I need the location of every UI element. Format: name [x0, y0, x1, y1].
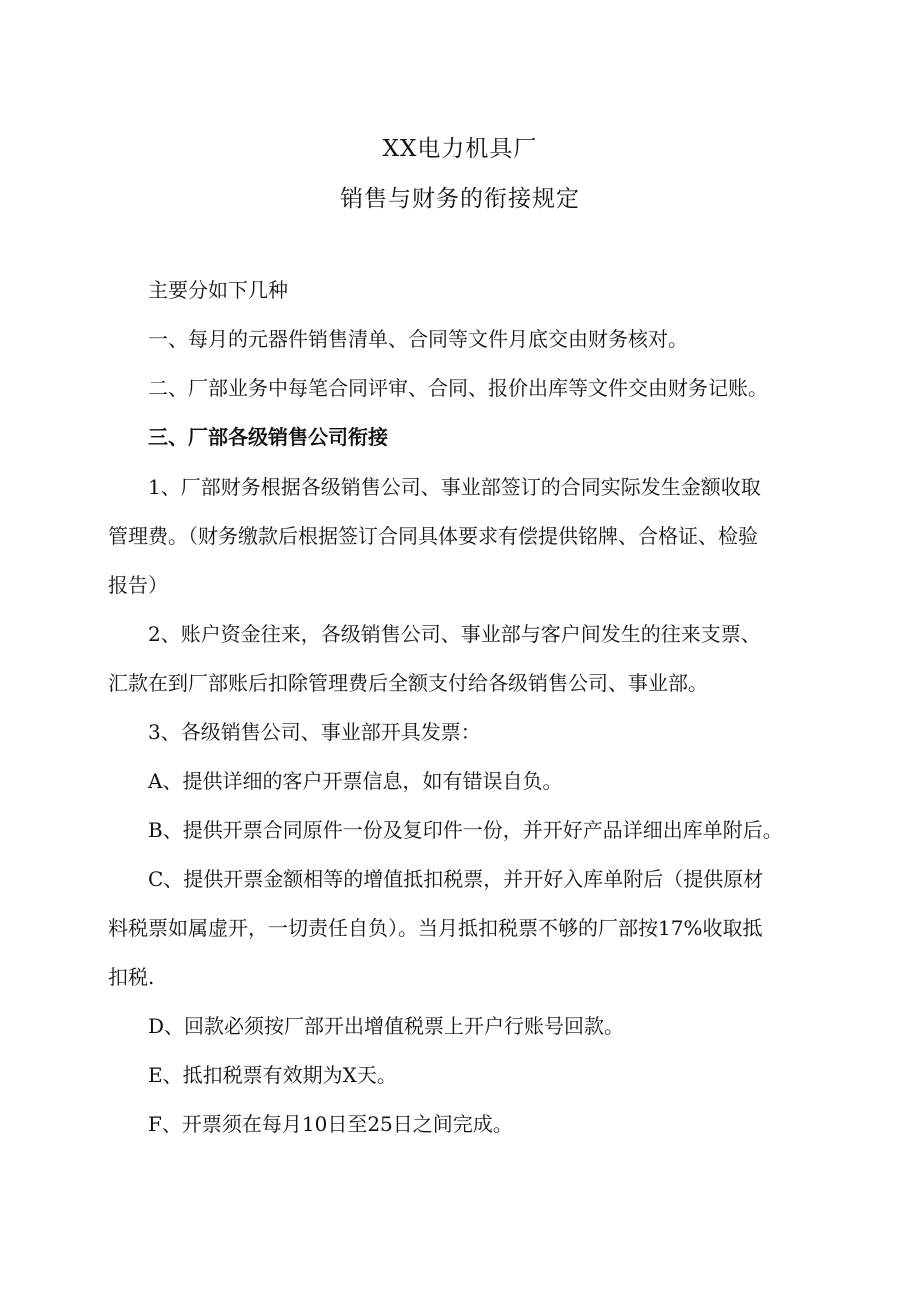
sub-item-1-line-1: 1、厂部财务根据各级销售公司、事业部签订的合同实际发生金额收取: [148, 475, 761, 499]
point-f: F、开票须在每月10日至25日之间完成。: [148, 1112, 513, 1136]
point-c-line-3: 扣税.: [108, 965, 155, 989]
intro-line: 主要分如下几种: [148, 278, 288, 302]
point-d: D、回款必须按厂部开出增值税票上开户行账号回款。: [148, 1014, 625, 1038]
sub-item-1-line-3: 报告）: [108, 573, 168, 597]
document-title-line-2: 销售与财务的衔接规定: [340, 186, 580, 212]
point-c-line-2: 料税票如属虚开，一切责任自负）。当月抵扣税票不够的厂部按17%收取抵: [108, 916, 763, 940]
sub-item-3: 3、各级销售公司、事业部开具发票：: [148, 720, 481, 744]
item-one: 一、每月的元器件销售清单、合同等文件月底交由财务核对。: [148, 327, 688, 351]
item-two: 二、厂部业务中每笔合同评审、合同、报价出库等文件交由财务记账。: [148, 376, 768, 400]
section-three-heading: 三、厂部各级销售公司衔接: [148, 425, 388, 449]
sub-item-2-line-2: 汇款在到厂部账后扣除管理费后全额支付给各级销售公司、事业部。: [108, 671, 708, 695]
document-title-line-1: XX电力机具厂: [382, 136, 538, 162]
sub-item-1-line-2: 管理费。（财务缴款后根据签订合同具体要求有偿提供铭牌、合格证、检验: [108, 524, 758, 548]
point-c-line-1: C、提供开票金额相等的增值抵扣税票，并开好入库单附后（提供原材: [148, 867, 764, 891]
sub-item-2-line-1: 2、账户资金往来，各级销售公司、事业部与客户间发生的往来支票、: [148, 622, 761, 646]
point-a: A、提供详细的客户开票信息，如有错误自负。: [148, 769, 563, 793]
point-e: E、抵扣税票有效期为X天。: [148, 1063, 397, 1087]
point-b: B、提供开票合同原件一份及复印件一份，并开好产品详细出库单附后。: [148, 818, 783, 842]
